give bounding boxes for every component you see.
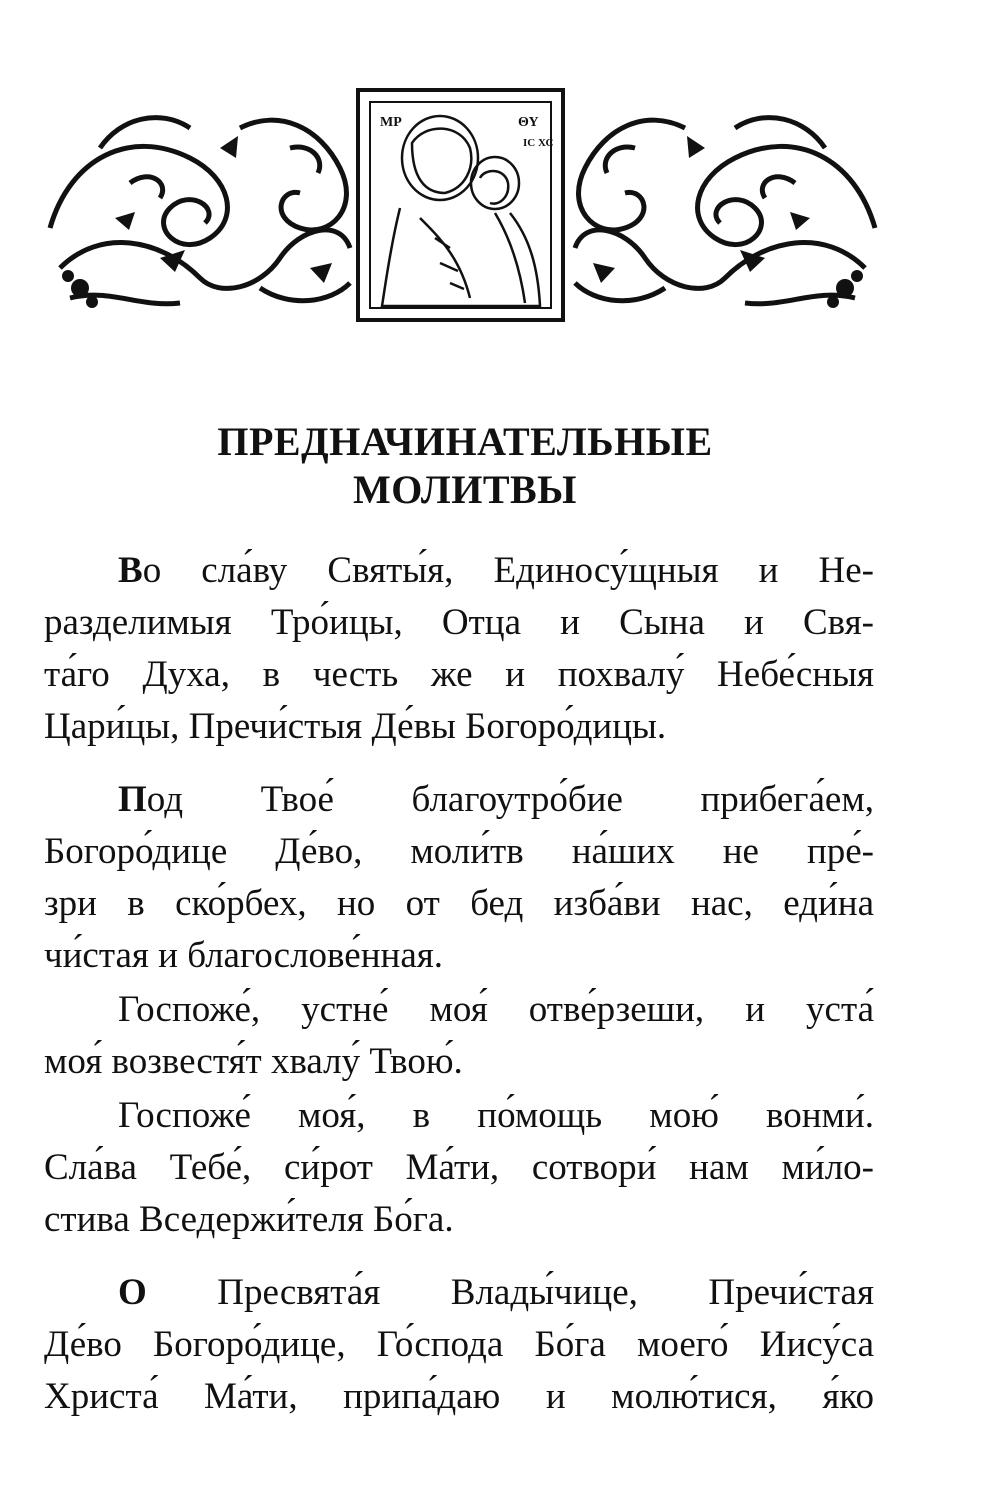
paragraph-line: о сла́ву Святы́я, Единосу́щныя и Не- bbox=[142, 550, 874, 591]
paragraph-line: Пресвята́я Влады́чице, Пречи́стая bbox=[146, 1272, 874, 1313]
paragraph-line: Христа́ Ма́ти, припа́даю и молю́тися, я́ко bbox=[44, 1376, 874, 1417]
theotokos-icon bbox=[382, 116, 540, 306]
paragraph-line: Госпоже́ моя́, в по́мощь мою́ вонми́. bbox=[118, 1095, 874, 1136]
title-line-2: МОЛИТВЫ bbox=[353, 467, 577, 512]
paragraph-line: стива Вседержи́теля Бо́га. bbox=[44, 1199, 454, 1240]
initial-letter: О bbox=[118, 1272, 147, 1313]
paragraph-line: Сла́ва Тебе́, си́рот Ма́ти, сотвори́ нам ми́ло- bbox=[44, 1147, 874, 1188]
paragraph-4 bbox=[44, 1090, 874, 1246]
prayer-text bbox=[44, 545, 874, 1423]
initial-letter: П bbox=[118, 779, 147, 820]
paragraph-line: од Твое́ благоутро́бие прибега́ем, bbox=[146, 779, 874, 820]
svg-text:МР: МР bbox=[380, 115, 402, 130]
paragraph-line: та́го Духа, в честь же и похвалу́ Небе́сныя bbox=[44, 654, 874, 695]
right-vine-ornament-icon bbox=[575, 118, 875, 304]
paragraph-line: зри в ско́рбех, но от бед изба́ви нас, еди́на bbox=[44, 883, 874, 924]
svg-text:ІС ХС: ІС ХС bbox=[523, 137, 554, 149]
paragraph-3 bbox=[44, 984, 874, 1088]
paragraph-1 bbox=[44, 545, 874, 753]
paragraph-5 bbox=[44, 1267, 874, 1423]
paragraph-line: моя́ возвестя́т хвалу́ Твою́. bbox=[44, 1041, 463, 1082]
paragraph-line: разделимыя Тро́ицы, Отца и Сына и Свя- bbox=[44, 602, 874, 643]
paragraph-line: Де́во Богоро́дице, Го́спода Бо́га моего́ Иису́са bbox=[44, 1324, 874, 1365]
paragraph-line: Богоро́дице Де́во, моли́тв на́ших не пре́- bbox=[44, 831, 874, 872]
initial-letter: В bbox=[118, 550, 143, 591]
header-ornament bbox=[40, 88, 885, 323]
paragraph-line: Цари́цы, Пречи́стыя Де́вы Богоро́дицы. bbox=[44, 706, 667, 747]
paragraph-2 bbox=[44, 774, 874, 982]
paragraph-line: Госпоже́, устне́ моя́ отве́рзеши, и уста́ bbox=[118, 989, 874, 1030]
paragraph-line: чи́стая и благослове́нная. bbox=[44, 935, 444, 976]
left-vine-ornament-icon bbox=[50, 118, 350, 304]
title-line-1: ПРЕДНАЧИНАТЕЛЬНЫЕ bbox=[217, 419, 713, 464]
svg-text:ΘΥ: ΘΥ bbox=[518, 115, 539, 130]
page-title bbox=[40, 418, 890, 514]
